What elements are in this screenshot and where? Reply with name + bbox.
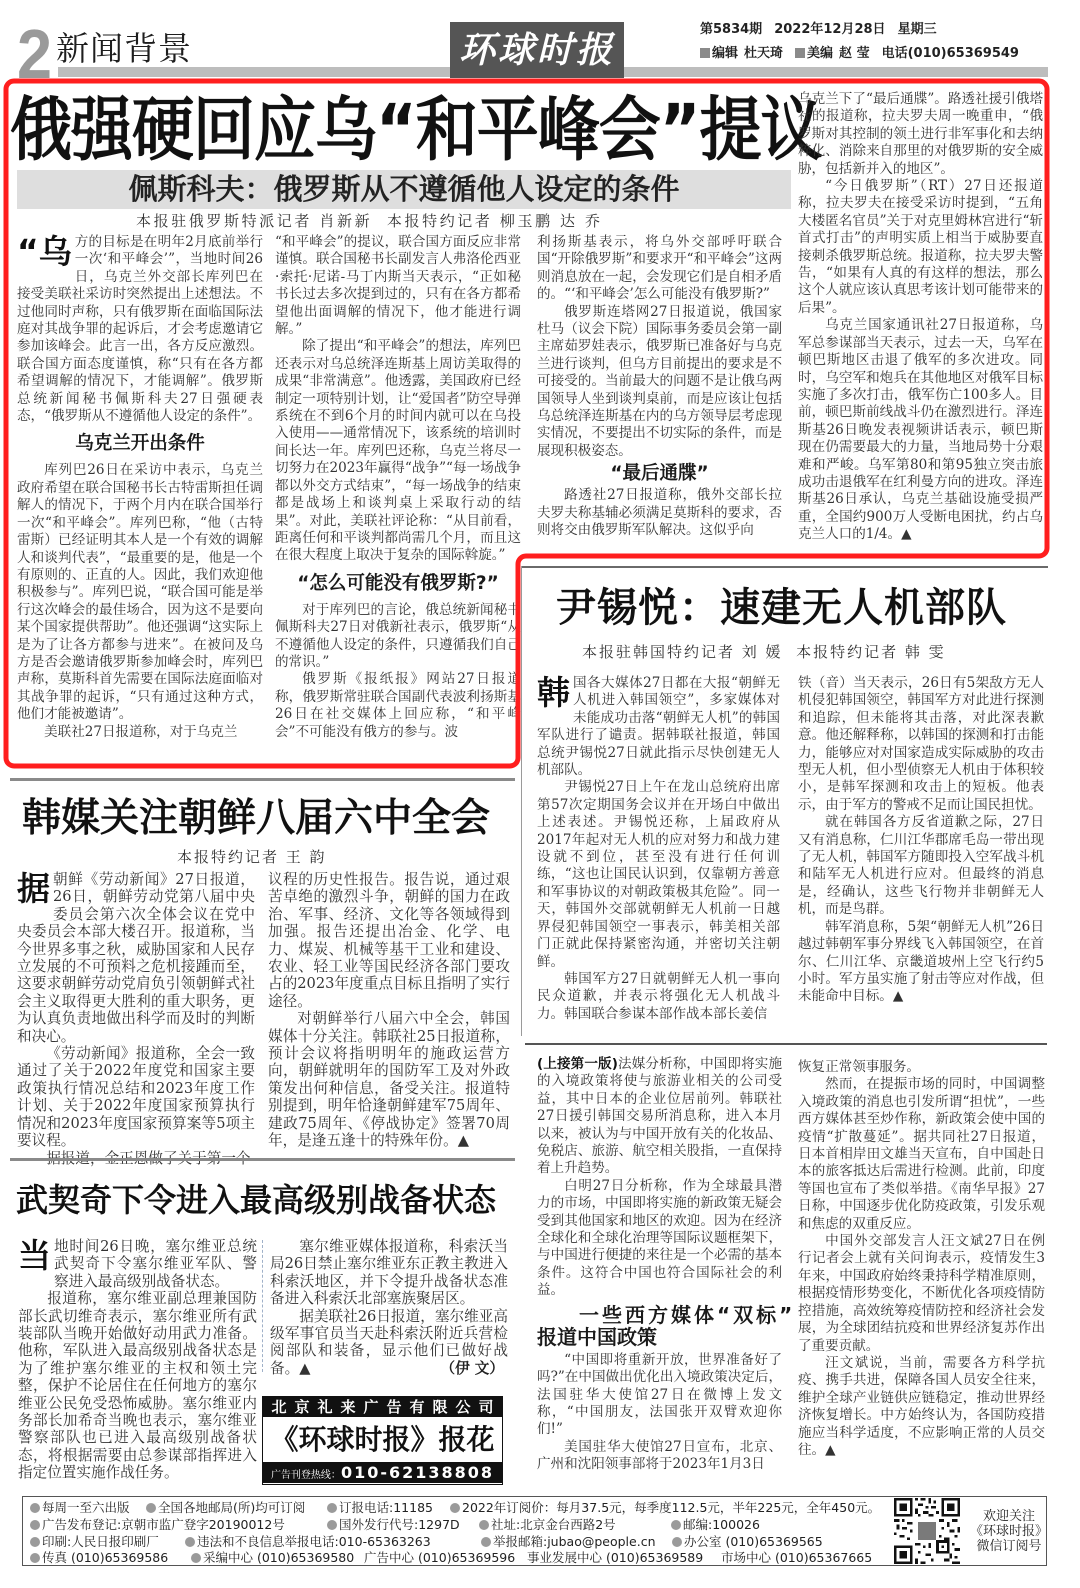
subhead: 乌克兰开出条件: [75, 433, 205, 455]
main-article-column-2: [275, 234, 521, 764]
paragraph: “和平峰会”的提议，联合国方面反应非常谨慎。联合国秘书长副发言人弗洛伦西亚·索托·尼诺-马丁内斯当天表示，“正如秘书长过去多次提到过的，只有在各方都希望他出面调解的情况下，他才能进行调解。”: [275, 234, 521, 338]
paragraph: 韩军消息称，5架“朝鲜无人机”26日越过韩朝军事分界线飞入韩国领空，在首尔、仁川江华、京畿道坡州上空飞行约5小时。军方虽实施了射击等应对作战，但未能命中目标。▲: [798, 918, 1044, 1005]
paragraph: 除了提出“和平峰会”的想法，库列巴还表示对乌总统泽连斯基上周访美取得的成果“非常满意”。他透露，美国政府已经制定一项特别计划，让“爱国者”防空导弹系统在不到6个月的时间内就可以在乌投入使用——通常情况下，该系统的培训时间长达一年。库列巴还称，乌克兰将尽一切努力在2023年赢得“战争”“每一场战争都以外交方式结束”，“每一场战争的结束都是战场上和谈判桌上采取行动的结果”。对此，美联社评论称：“从目前看，距离任何和平谈判都尚需几个月，而且这在很大程度上取决于复杂的国际斡旋。”: [275, 338, 521, 564]
nk-article-column-2: [268, 871, 510, 1156]
footer-item: 印刷:人民日报印刷厂: [30, 1534, 159, 1550]
footer-item: 订报电话:11185: [327, 1500, 433, 1516]
paragraph: 乌克兰国家通讯社27日报道称，乌军总参谋部当天表示，过去一天，乌军在顿巴斯地区击退了俄军的多次进攻。同时，乌空军和炮兵在其他地区对俄军目标实施了多次打击，俄军伤亡100多人。目前，顿巴斯前线战斗仍在激烈进行。泽连斯基26日晚发表视频讲话表示，顿巴斯现在仍需要最大的力量，当地局势十分艰难和严峻。乌军第80和第95独立突击旅成功击退俄军在红利曼方向的进攻。泽连斯基26日承认，乌克兰基础设施受损严重，全国约900万人受断电困扰，约占乌克兰人口的1/4。▲: [798, 317, 1043, 543]
serbia-article-column-2: [270, 1238, 508, 1384]
paragraph: 对于库列巴的言论，俄总统新闻秘书佩斯科夫27日对俄新社表示，俄罗斯“从不遵循他人设定的条件，只遵循我们自己的常识。”: [275, 601, 521, 670]
main-byline: 本报驻俄罗斯特派记者 肖新新 本报特约记者 柳玉鹏 达 乔: [136, 212, 603, 230]
bullet-icon: [146, 1503, 156, 1513]
paragraph: 汪文斌说，当前，需要各方科学抗疫、携手共进，保障各国人员安全往来，维护全球产业链供应链稳定，推动世界经济恢复增长。中方始终认为，各国防疫措施应当科学适度，不应影响正常的人员交往。▲: [798, 1354, 1045, 1458]
footer-item: 2022年订阅价：每月37.5元，每季度112.5元，半年225元，全年450元。: [450, 1500, 880, 1516]
square-bullet-icon: [795, 48, 805, 58]
bullet-icon: [191, 1553, 201, 1563]
paragraph: 韩国军方27日就朝鲜无人机一事向民众道歉，并表示将强化无人机战斗力。韩国联合参谋本部作战本部长姜信: [537, 970, 780, 1022]
subhead: [537, 1300, 796, 1352]
paragraph: 美联社27日报道称，对于乌克兰: [44, 723, 238, 740]
bullet-icon: [30, 1537, 40, 1547]
nk-article-byline: 本报特约记者 王 韵: [177, 848, 327, 866]
nk-article-top-rule: [10, 778, 515, 781]
ad-company: 北京礼来广告有限公司: [263, 1397, 502, 1417]
issue-number: 第5834期: [700, 22, 763, 37]
paragraph: 然而，在提振市场的同时，中国调整入境政策的消息也引发所谓“担忧”，一些西方媒体甚至炒作称，新政策会使中国的疫情“扩散蔓延”。据共同社27日报道，日本首相岸田文雄当天宣布，自中国赴日本的旅客抵达后需进行检测。此前，印度等国也宣布了类似举措。《南华早报》27日称，中国逐步优化防疫政策，引发乐观和焦虑的双重反应。: [798, 1076, 1045, 1232]
serbia-article-column-1: [18, 1238, 257, 1487]
bullet-icon: [671, 1520, 681, 1530]
paragraph: “中国即将重新开放，世界准备好了吗?”在中国做出优化出入境政策决定后，法国驻华大使馆27日在微博上发文称，“中国朋友，法国张开双臂欢迎你们!”: [537, 1351, 782, 1438]
paragraph-text: 地时间26日晚，塞尔维亚总统武契奇下令塞尔维亚军队、警察进入最高级别战备状态。: [54, 1238, 257, 1290]
qr-caption: 欢迎关注 《环球时报》 微信订阅号: [969, 1509, 1048, 1554]
paragraph-text: 国各大媒体27日都在大报“朝鲜无人机进入韩国领空”，多家媒体对未能成功击落“朝鲜无人机”的韩国军队进行了谴责。据韩联社报道，韩国总统尹锡悦27日就此指示尽快创建无人机部队。: [537, 675, 780, 779]
paragraph: “今日俄罗斯”（RT）27日还报道称，拉夫罗夫在接受采访时提到，“五角大楼匿名官员”关于对克里姆林宫进行“斩首式打击”的声明实质上相当于威胁要直接刺杀俄罗斯总统。报道称，拉夫罗夫警告，“如果有人真的有这样的想法，那么这个人就应该认真思考该计划可能带来的后果”。: [798, 178, 1043, 316]
issue-info: [700, 22, 937, 38]
footer-item: 传真 (010)65369586: [30, 1550, 168, 1566]
drone-article-column-2: [798, 675, 1044, 1031]
section-title: 新闻背景: [56, 29, 192, 68]
ad-hotline: [263, 1462, 502, 1483]
paragraph: [537, 1056, 782, 1178]
footer-item: 事业发展中心 (010)65369589: [527, 1550, 704, 1565]
footer-item: 举报邮箱:jubao@people.cn: [481, 1534, 656, 1550]
paragraph: 俄罗斯《报纸报》网站27日报道称，俄罗斯常驻联合国副代表波利扬斯基26日在社交媒体上回应称，“和平峰会”不可能没有俄方的参与。波: [275, 671, 521, 740]
drone-article-top-rule: [521, 566, 1048, 568]
serbia-article-headline: 武契奇下令进入最高级别战备状态: [16, 1181, 497, 1219]
author-credit: （伊 文）: [440, 1359, 504, 1377]
footer-item: 采编中心 (010)65369580: [191, 1550, 354, 1566]
paragraph-text: 据美联社26日报道，塞尔维亚高级军事官员当天赴科索沃附近兵营检阅部队和装备，显示他们已做好战备。▲: [270, 1307, 508, 1377]
editor-label: 编辑: [712, 46, 739, 61]
paragraph: [270, 1308, 508, 1378]
footer-item: 市场中心 (010)65367665: [721, 1550, 873, 1565]
drop-cap: 当: [18, 1236, 51, 1275]
serbia-column-divider: [262, 1240, 263, 1372]
drop-cap: 据: [17, 869, 50, 908]
bullet-icon: [327, 1520, 337, 1530]
paragraph: 俄罗斯连塔网27日报道说，俄国家杜马（议会下院）国际事务委员会第一副主席茹罗娃表示，俄罗斯已准备好与乌克兰进行谈判，但乌方目前提出的要求是不可接受的。当前最大的问题不是让俄乌两国领导人坐到谈判桌前，而是应该让包括乌总统泽连斯基在内的乌方领导层考虑现实情况，不要提出不切实际的条件，而是展现积极姿态。: [537, 303, 782, 459]
subhead: “怎么可能没有俄罗斯?”: [297, 572, 499, 594]
editor-name: 杜天琦: [744, 46, 784, 61]
masthead-logo: [450, 22, 624, 78]
bullet-icon: [479, 1520, 489, 1530]
main-article-column-4: [798, 91, 1043, 550]
subhead-line-2: 报道中国政策: [537, 1324, 657, 1349]
advertisement-box: [262, 1396, 503, 1485]
bullet-icon: [672, 1537, 682, 1547]
paragraph: 库列巴26日在采访中表示，乌克兰政府希望在联合国秘书长古特雷斯担任调解人的情况下，于两个月内在联合国举行一次“和平峰会”。库列巴称，“他（古特雷斯）已经证明其本人是一个有效的调解人和谈判代表”，“最重要的是，他是一个有原则的、正直的人。因此，我们欢迎他积极参与”。库列巴说，“联合国可能是举行这次峰会的最佳场合，因为这不是要向某个国家提供帮助”。他还强调“这实际上是为了让各方都参与进来”。在被问及乌方是否会邀请俄罗斯参加峰会时，库列巴声称，莫斯科首先需要在国际法庭面临对其战争罪的起诉，“只有通过这种方式，他们才能被邀请”。: [17, 462, 263, 723]
footer-item: 每周一至六出版: [30, 1500, 130, 1516]
drone-article-byline: 本报驻韩国特约记者 刘 媛 本报特约记者 韩 雯: [582, 643, 946, 661]
main-article-column-3: [537, 234, 782, 550]
bullet-icon: [30, 1553, 40, 1563]
footer-info-box: [22, 1496, 1047, 1566]
paragraph: 铁（音）当天表示，26日有5架敌方无人机侵犯韩国领空，韩国军方对此进行探测和追踪，但未能将其击落，对此深表歉意。他还解释称，以韩国的探测和打击能力，能够应对对国家造成实际威胁的攻击型无人机，但小型侦察无人机由于体积较小，是韩军探测和攻击上的短板。他表示，由于军方的警戒不足而让国民担忧。: [798, 675, 1044, 813]
ad-hotline-label: 广告刊登热线：: [270, 1470, 341, 1481]
china-article-top-rule: [525, 1043, 1047, 1045]
issue-date: 2022年12月28日: [774, 22, 886, 37]
drone-article-headline: 尹锡悦：速建无人机部队: [556, 585, 1007, 631]
subhead-line-1: 一些西方媒体“双标”: [579, 1302, 796, 1327]
paragraph: 议程的历史性报告。报告说，通过艰苦卓绝的激烈斗争，朝鲜的国力在政治、军事、经济、文化等各领域得到加强。报告还提出冶金、化学、电力、煤炭、机械等基干工业和建设、农业、轻工业等国民经济各部门要攻占的2023年度重点目标且指明了实行途径。: [268, 871, 510, 1010]
issue-weekday: 星期三: [897, 22, 937, 37]
staff-info: [700, 46, 1019, 62]
footer-item: 办公室 (010)65369565: [672, 1534, 823, 1550]
paragraph-text: 法媒分析称，中国即将实施的入境政策将使与旅游业相关的公司受益，其中日本的企业位居前列。韩联社27日援引韩国交易所消息称，进入本月以来，被认为与中国开放有关的化妆品、免税店、旅游、航空相关股指，一直保持着上升趋势。: [537, 1056, 782, 1177]
footer-item: 邮编:100026: [671, 1517, 760, 1533]
china-article-column-2: [798, 1059, 1045, 1479]
paragraph: 路透社27日报道称，俄外交部长拉夫罗夫称基辅必须满足莫斯科的要求，否则将交由俄罗斯军队解决。这似乎向: [537, 487, 782, 539]
main-headline: 俄强硬回应乌“和平峰会”提议: [10, 88, 822, 171]
nk-article-headline: 韩媒关注朝鲜八届六中全会: [22, 795, 491, 841]
paragraph: [17, 871, 255, 1045]
bullet-icon: [30, 1520, 40, 1530]
main-article-column-1: [17, 234, 263, 764]
bullet-icon: [327, 1503, 337, 1513]
china-article-column-1: [537, 1056, 796, 1481]
bullet-icon: [450, 1503, 460, 1513]
paragraph-text: 方的目标是在明年2月底前举行一次‘和平峰会’”，当地时间26日，乌克兰外交部长库列巴在接受美联社采访时突然提出上述想法。不过他同时声称，只有俄罗斯在面临国际法庭对其战争罪的起诉后，才会考虑邀请它参加该峰会。此言一出，各方反应激烈。联合国方面态度谨慎，称“只有在各方都希望调解的情况下，才能调解”。俄罗斯总统新闻秘书佩斯科夫27日强硬表态，“俄罗斯从不遵循他人设定的条件”。: [17, 234, 263, 425]
footer-item: 违法和不良信息举报电话:010-65363263: [185, 1534, 431, 1550]
paragraph: [537, 675, 780, 779]
drop-cap: “乌: [17, 232, 72, 271]
bullet-icon: [481, 1537, 491, 1547]
footer-item: 广告发布登记:京朝市监广登字20190012号: [30, 1517, 285, 1533]
masthead-text: 环球时报: [458, 29, 615, 71]
paragraph-text: 朝鲜《劳动新闻》27日报道，26日，朝鲜劳动党第八届中央委员会第六次全体会议在党中央委员会本部大楼召开。报道称，当今世界多事之秋，威胁国家和人民存立发展的不可预料之危机接踵而至，这要求朝鲜劳动党肩负引领朝鲜式社会主义取得更大胜利的重大职务，更为认真负责地做出科学而及时的判断和决心。: [17, 871, 255, 1045]
paragraph: 尹锡悦27日上午在龙山总统府出席第57次定期国务会议并在开场白中做出上述表述。尹锡悦还称，上届政府从2017年起对无人机的应对努力和战力建设就不到位，甚至没有进行任何训练，“这也让国民认识到，仅靠朝方善意和军事协议的对朝政策极其危险”。同一天，韩国外交部就朝鲜无人机前一日越界侵犯韩国领空一事表示，韩美相关部门正就此保持紧密沟通，并密切关注朝鲜。: [537, 779, 780, 970]
paragraph: 美国驻华大使馆27日宣布，北京、广州和沈阳领事部将于2023年1月3日: [537, 1438, 782, 1473]
drop-cap: 韩: [537, 673, 570, 712]
footer-item: 广告中心 (010)65369596: [364, 1550, 516, 1565]
drone-article-left-rule: [521, 566, 522, 1036]
ad-hotline-number: 010-62138808: [340, 1463, 495, 1482]
subhead: “最后通牒”: [610, 463, 709, 485]
phone-number: 电话(010)65369549: [881, 46, 1019, 61]
serbia-article-top-rule: [10, 1158, 515, 1161]
paragraph: 白明27日分析称，作为全球最具潜力的市场，中国即将实施的新政策无疑会受到其他国家和地区的欢迎。因为在经济全球化和全球化治理等国际议题框架下，与中国进行便捷的来往是一个必需的基本条件。这符合中国也符合国际社会的利益。: [537, 1177, 782, 1299]
designer-label: 美编: [807, 46, 834, 61]
paragraph: 《劳动新闻》报道称，全会一致通过了关于2022年度党和国家主要政策执行情况总结和2023年度工作计划、关于2022年度国家预算执行情况和2023年度国家预算案等5项主要议程。: [17, 1045, 255, 1150]
paragraph: 对朝鲜举行八届六中全会，韩国媒体十分关注。韩联社25日报道称，预计会议将指明明年的施政运营方向，朝鲜就明年的国防军工及对外政策发出何种信息，备受关注。报道特别提到，明年恰逢朝鲜建军75周年、建政75周年、《停战协定》签署70周年，是逢五逢十的特殊年份。▲: [268, 1010, 510, 1150]
paragraph: 报道称，塞尔维亚副总理兼国防部长武切维奇表示，塞尔维亚所有武装部队当晚开始做好动用武力准备。他称，军队进入最高级别战备状态是为了维护塞尔维亚的主权和领土完整，保护不论居住在任何地方的塞尔维亚公民免受恐怖威胁。塞尔维亚内务部长加希奇当晚也表示，塞尔维亚警察部队也已进入最高级别战备状态，将根据需要由总参谋部指挥进入指定位置实施作战任务。: [18, 1290, 257, 1482]
paragraph: 就在韩国各方反省道歉之际，27日又有消息称，仁川江华郡席毛岛一带出现了无人机，韩国军方随即投入空军战斗机和陆军无人机进行应对。但最终的消息是，经确认，这些飞行物并非朝鲜无人机，而是鸟群。: [798, 814, 1044, 918]
bullet-icon: [30, 1503, 40, 1513]
designer-name: 赵 莹: [839, 46, 870, 61]
paragraph: 塞尔维亚媒体报道称，科索沃当局26日禁止塞尔维亚东正教主教进入科索沃地区，并下令提升战备状态准备进入科索沃北部塞族聚居区。: [270, 1238, 508, 1308]
continued-label: (上接第一版): [537, 1056, 618, 1072]
paragraph: 利扬斯基表示，将乌外交部呼吁联合国“开除俄罗斯”和要求开“和平峰会”这两则消息放在一起，会发现它们是自相矛盾的。“‘和平峰会’怎么可能没有俄罗斯?”: [537, 234, 782, 303]
nk-article-column-1: [17, 871, 255, 1156]
paragraph: 中国外交部发言人汪文斌27日在例行记者会上就有关问询表示，疫情发生3年来，中国政府始终秉持科学精准原则，根据疫情形势变化，不断优化各项疫情防控措施，高效统筹疫情防控和经济社会发展，为全球团结抗疫和世界经济复苏作出了重要贡献。: [798, 1233, 1045, 1354]
drone-article-column-1: [537, 675, 780, 1031]
paragraph: 恢复正常领事服务。: [798, 1059, 920, 1075]
footer-item: 社址:北京金台西路2号: [479, 1517, 616, 1533]
ad-title: 《环球时报》报花: [270, 1423, 495, 1456]
paragraph: [18, 1238, 257, 1290]
main-subheadline: 佩斯科夫：俄罗斯从不遵循他人设定的条件: [17, 170, 791, 209]
page-number: 2: [17, 15, 53, 93]
bullet-icon: [185, 1537, 195, 1547]
qr-code-icon: [894, 1498, 960, 1564]
paragraph: [17, 234, 263, 425]
square-bullet-icon: [700, 48, 710, 58]
paragraph: 乌克兰下了“最后通牒”。路透社援引俄塔社的报道称，拉夫罗夫周一晚重申，“俄罗斯对其控制的领土进行非军事化和去纳粹化、消除来自那里的对俄罗斯的安全威胁，包括新并入的地区”。: [798, 91, 1043, 177]
footer-item: 国外发行代号:1297D: [327, 1517, 460, 1533]
footer-item: 全国各地邮局(所)均可订阅: [146, 1500, 305, 1516]
